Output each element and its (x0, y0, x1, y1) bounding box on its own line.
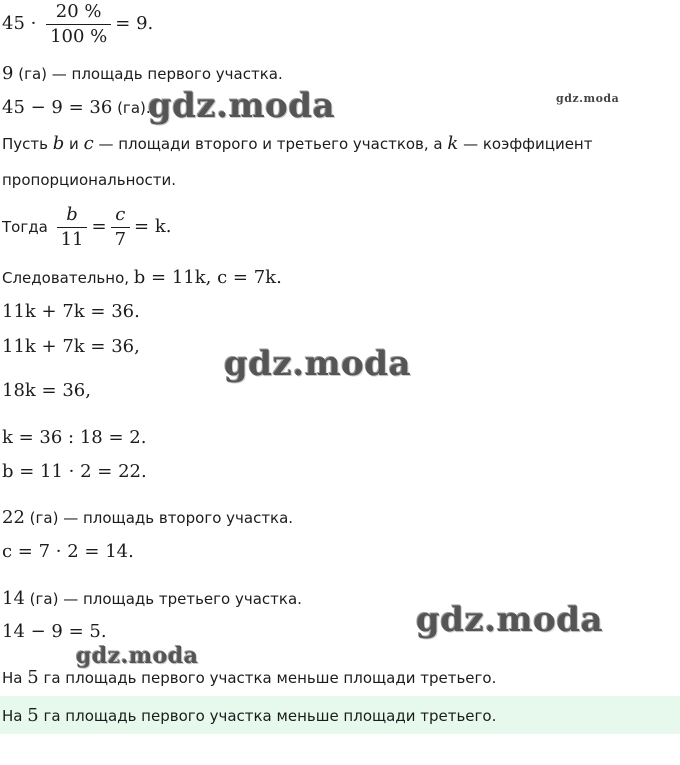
math-45: 45 (2, 13, 25, 34)
fraction-numerator: c (111, 205, 130, 228)
text-second-plot: (га) — площадь второго участка. (24, 509, 294, 527)
math-line-14: c = 7 · 2 = 14. (2, 541, 134, 562)
math-equals-9: = 9. (115, 13, 154, 34)
text-conclusion: га площадь первого участка меньше площади третьего. (38, 669, 497, 687)
text-line-5 (2, 170, 176, 190)
math-5: 5 (27, 667, 39, 688)
math-line-16: 14 − 9 = 5. (2, 621, 107, 642)
text-line-15 (2, 589, 302, 609)
fraction-20-100 (46, 2, 111, 47)
math-equals: = (91, 216, 107, 237)
fraction-denominator: 100 % (50, 26, 108, 47)
text-line-3 (2, 98, 151, 118)
math-14: 14 (2, 588, 25, 609)
math-22: 22 (2, 507, 25, 528)
text-line-7 (2, 268, 282, 288)
answer-conclusion: га площадь первого участка меньше площади третьего. (38, 707, 497, 725)
text-ha: (га). (112, 99, 151, 117)
fraction-b-11 (57, 205, 88, 250)
watermark-logo-1: gdz.moda (148, 86, 336, 126)
answer-line (2, 706, 496, 726)
math-line-12: b = 11 · 2 = 22. (2, 461, 147, 482)
math-c: c (83, 133, 94, 154)
text-line-13 (2, 508, 293, 528)
text-na: На (2, 669, 28, 687)
math-b-c: b = 11k, c = 7k. (133, 267, 282, 288)
fraction-numerator: 20 % (46, 2, 111, 25)
math-45-minus-9: 45 − 9 = 36 (2, 97, 113, 118)
text-proportionality: пропорциональности. (2, 171, 177, 189)
math-dot: · (24, 13, 43, 34)
math-k: k (447, 133, 459, 154)
text-line-17 (2, 668, 496, 688)
text-areas: — площади второго и третьего участков, а (93, 135, 448, 153)
text-line-4 (2, 134, 592, 154)
answer-na: На (2, 707, 28, 725)
text-line-2 (2, 64, 283, 84)
answer-math-5: 5 (27, 705, 39, 726)
math-9: 9 (2, 63, 14, 84)
fraction-numerator: b (57, 205, 88, 228)
fraction-c-7 (111, 205, 130, 250)
text-let: Пусть (2, 135, 53, 153)
math-b: b (52, 133, 65, 154)
math-line-8: 11k + 7k = 36. (2, 301, 140, 322)
equation-line-1 (2, 2, 153, 47)
text-therefore: Следовательно, (2, 269, 134, 287)
watermark-logo-2: gdz.moda (224, 344, 412, 384)
text-coefficient: — коэффициент (458, 135, 593, 153)
text-third-plot: (га) — площадь третьего участка. (24, 590, 302, 608)
fraction-denominator: 11 (60, 229, 84, 250)
math-line-9: 11k + 7k = 36, (2, 336, 140, 357)
equation-line-6 (2, 205, 171, 250)
text-then: Тогда (2, 218, 53, 236)
text-and: и (64, 135, 84, 153)
fraction-denominator: 7 (114, 229, 127, 250)
math-equals-k: = k. (134, 216, 172, 237)
math-line-10: 18k = 36, (2, 380, 91, 401)
watermark-logo-4: gdz.moda (76, 643, 199, 669)
text-first-plot: (га) — площадь первого участка. (13, 65, 283, 83)
math-line-11: k = 36 : 18 = 2. (2, 427, 147, 448)
watermark-logo-3: gdz.moda (416, 600, 604, 640)
watermark-logo-small: gdz.moda (556, 92, 620, 105)
